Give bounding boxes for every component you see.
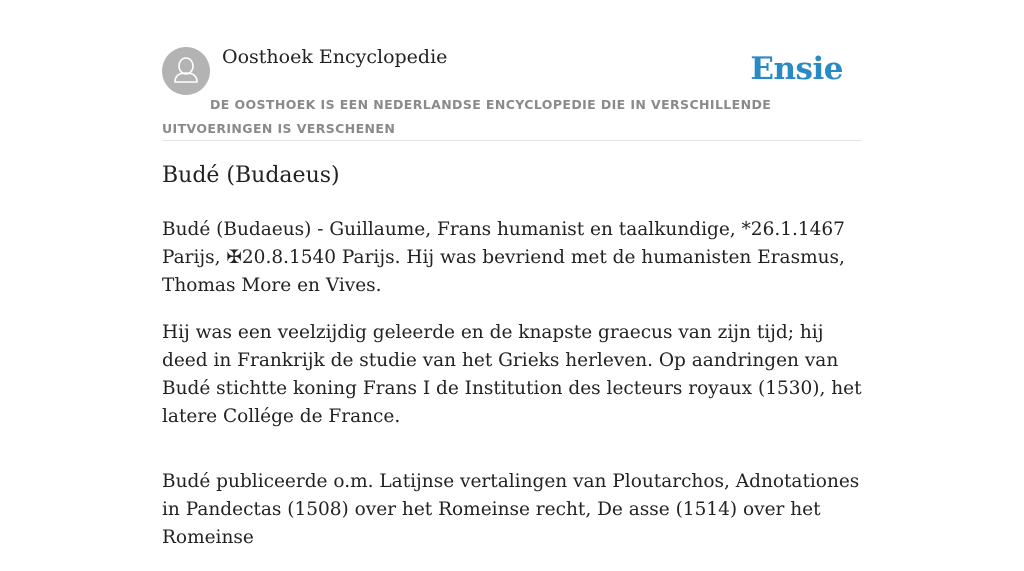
article-paragraph: Budé publiceerde o.m. Latijnse vertalingen van Ploutarchos, Adnotationes in Pandectas (1508) over het Romeinse recht, De asse (1514) over het Romeinse — [162, 471, 860, 548]
brand-logo[interactable]: Ensie — [750, 51, 843, 87]
author-name[interactable]: Oosthoek Encyclopedie — [222, 46, 448, 68]
avatar[interactable] — [162, 47, 210, 95]
site-header — [162, 44, 862, 141]
user-silhouette-icon — [162, 47, 210, 95]
article-paragraph: Budé (Budaeus) - Guillaume, Frans humanist en taalkundige, *26.1.1467 Parijs, ✠20.8.1540 Parijs. Hij was bevriend met de humanisten Erasmus, Thomas More en Vives. — [162, 219, 845, 296]
page-title: Budé (Budaeus) — [162, 163, 340, 188]
article-body — [162, 216, 874, 571]
author-tagline: DE OOSTHOEK IS EEN NEDERLANDSE ENCYCLOPEDIE DIE IN VERSCHILLENDE UITVOERINGEN IS VERSCHENEN — [162, 97, 772, 136]
article-paragraph: Hij was een veelzijdig geleerde en de knapste graecus van zijn tijd; hij deed in Frankrijk de studie van het Grieks herleven. Op aandringen van Budé stichtte koning Frans I de Institution des lecteurs royaux (1530), het latere Collége de France. — [162, 322, 862, 427]
